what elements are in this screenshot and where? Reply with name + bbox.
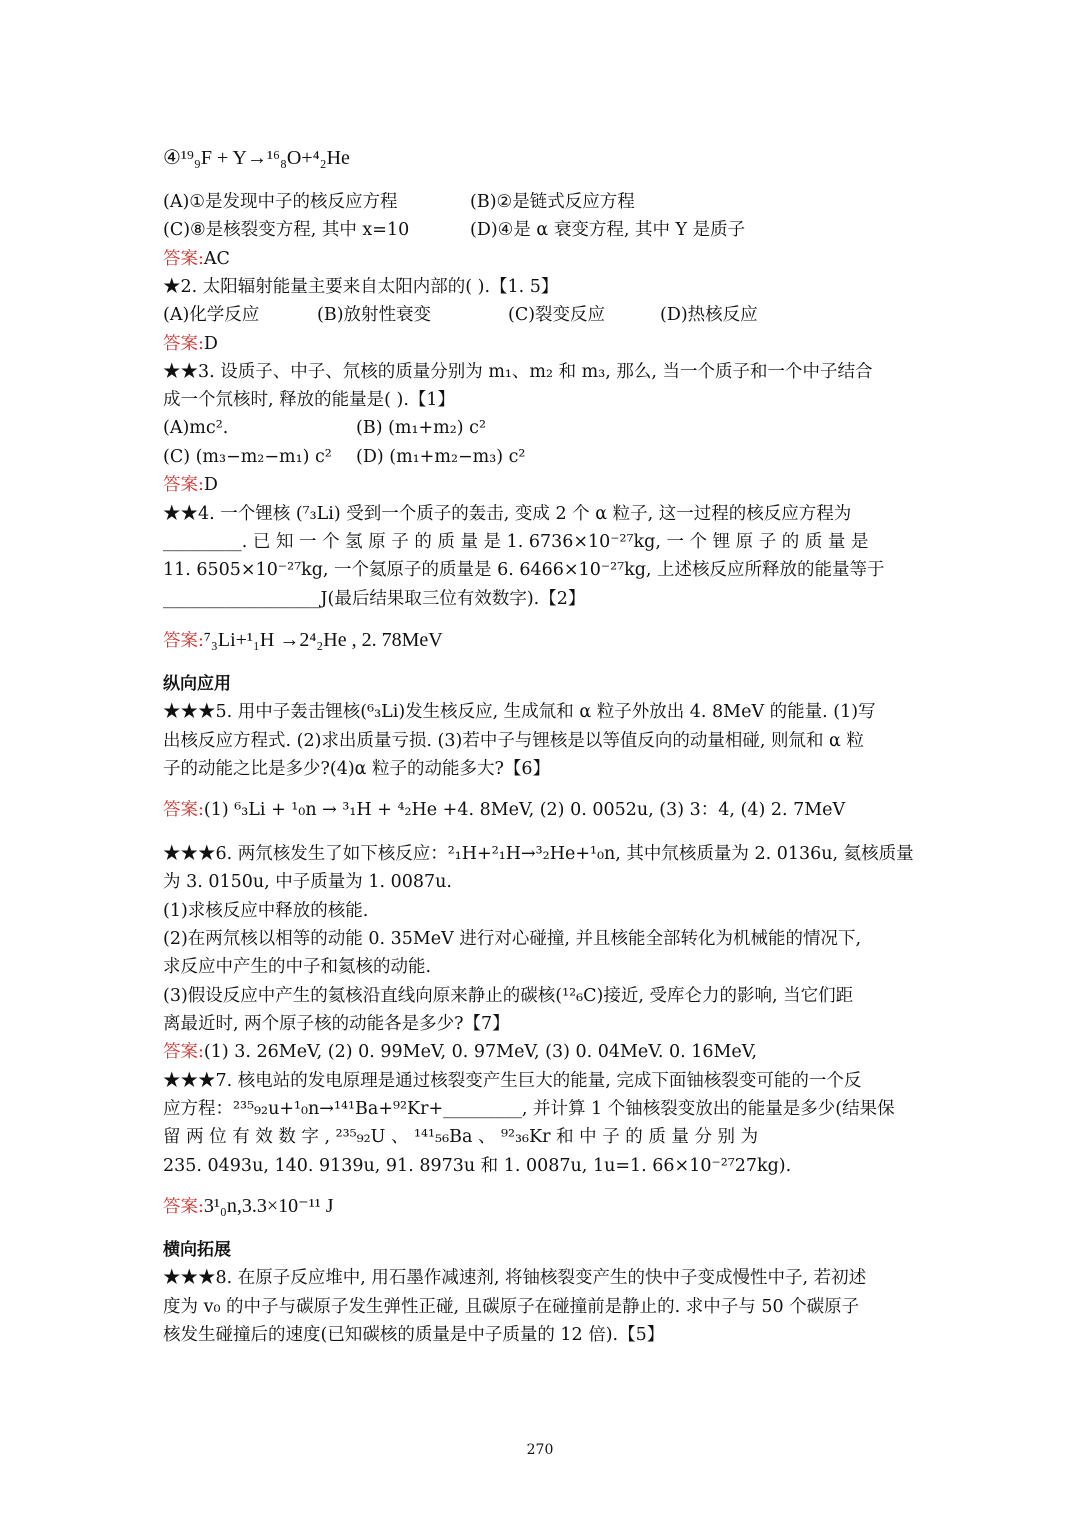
question-8-line-2: 度为 v₀ 的中子与碳原子发生弹性正碰, 且碳原子在碰撞前是静止的. 求中子与 50 个碳原子: [163, 1297, 860, 1317]
q5-answer: [163, 796, 923, 824]
page-number: 270: [526, 1442, 554, 1458]
q1-option-d: (D)④是 α 衰变方程, 其中 Y 是质子: [470, 220, 746, 240]
question-6-line-3: (1)求核反应中释放的核能.: [163, 901, 369, 921]
q3-options-row-2: [163, 443, 923, 471]
question-5-line-3: 子的动能之比是多少?(4)α 粒子的动能多大?【6】: [163, 759, 551, 779]
q1-option-a: (A)①是发现中子的核反应方程: [163, 192, 398, 212]
answer-label: 答案:: [163, 1042, 204, 1062]
answer-label: 答案:: [163, 800, 204, 820]
q4-answer: [163, 626, 923, 655]
question-7-line-4: 235. 0493u, 140. 9139u, 91. 8973u 和 1. 0087u, 1u=1. 66×10⁻²⁷27kg).: [163, 1156, 792, 1176]
q3-option-b: (B) (m₁+m₂) c²: [356, 418, 486, 438]
q7-answer: [163, 1192, 923, 1221]
q2-option-d: (D)热核反应: [660, 305, 758, 325]
question-4-line-4: __________________J(最后结果取三位有效数字).【2】: [163, 589, 586, 609]
question-6-line-1: ★★★6. 两氘核发生了如下核反应：²₁H+²₁H→³₂He+¹₀n, 其中氘核质量为 2. 0136u, 氦核质量: [163, 844, 914, 864]
answer-value: ⁷₃Li+¹₁H →2⁴₂He , 2. 78MeV: [203, 629, 443, 651]
question-7-line-2: 应方程：²³⁵₉₂u+¹₀n→¹⁴¹Ba+⁹²Kr+_________, 并计算 1 个铀核裂变放出的能量是多少(结果保: [163, 1099, 895, 1119]
q1-option-b: (B)②是链式反应方程: [470, 192, 635, 212]
answer-label: 答案:: [163, 249, 204, 269]
answer-label: 答案:: [163, 631, 204, 651]
question-4-line-2: _________. 已 知 一 个 氢 原 子 的 质 量 是 1. 6736×10⁻²⁷kg, 一 个 锂 原 子 的 质 量 是: [163, 532, 869, 552]
q3-options-row-1: [163, 414, 923, 442]
question-6-line-7: 离最近时, 两个原子核的动能各是多少?【7】: [163, 1014, 510, 1034]
answer-value: D: [203, 475, 218, 495]
question-6-line-4: (2)在两氘核以相等的动能 0. 35MeV 进行对心碰撞, 并且核能全部转化为机械能的情况下,: [163, 929, 862, 949]
q1-options-row-1: [163, 188, 923, 216]
answer-label: 答案:: [163, 475, 204, 495]
q3-option-a: (A)mc².: [163, 418, 229, 438]
question-2: ★2. 太阳辐射能量主要来自太阳内部的( ).【1. 5】: [163, 277, 559, 297]
q2-option-c: (C)裂变反应: [508, 305, 606, 325]
question-4-line-1: ★★4. 一个锂核 (⁷₃Li) 受到一个质子的轰击, 变成 2 个 α 粒子, 这一过程的核反应方程为: [163, 504, 852, 524]
question-6-line-6: (3)假设反应中产生的氦核沿直线向原来静止的碳核(¹²₆C)接近, 受库仑力的影响, 当它们距: [163, 986, 854, 1006]
q1-answer: [163, 245, 923, 273]
question-5-line-1: ★★★5. 用中子轰击锂核(⁶₃Li)发生核反应, 生成氚和 α 粒子外放出 4. 8MeV 的能量. (1)写: [163, 702, 876, 722]
q3-option-d: (D) (m₁+m₂−m₃) c²: [356, 447, 526, 467]
question-4-line-3: 11. 6505×10⁻²⁷kg, 一个氦原子的质量是 6. 6466×10⁻²⁷kg, 上述核反应所释放的能量等于: [163, 560, 885, 580]
question-6-line-5: 求反应中产生的中子和氦核的动能.: [163, 957, 432, 977]
question-7-line-1: ★★★7. 核电站的发电原理是通过核裂变产生巨大的能量, 完成下面铀核裂变可能的一个反: [163, 1071, 862, 1091]
question-5-line-2: 出核反应方程式. (2)求出质量亏损. (3)若中子与锂核是以等值反向的动量相碰, 则氚和 α 粒: [163, 731, 864, 751]
q2-option-b: (B)放射性衰变: [317, 305, 432, 325]
q1-options-row-2: [163, 216, 923, 244]
q1-option-c: (C)⑧是核裂变方程, 其中 x=10: [163, 220, 410, 240]
section-heading-vertical: 纵向应用: [163, 674, 231, 694]
q2-option-a: (A)化学反应: [163, 305, 260, 325]
answer-value: (1) ⁶₃Li + ¹₀n → ³₁H + ⁴₂He +4. 8MeV, (2) 0. 0052u, (3) 3：4, (4) 2. 7MeV: [203, 800, 846, 820]
answer-value: 3¹₀n,3.3×10⁻¹¹ J: [203, 1195, 334, 1217]
question-7-line-3: 留 两 位 有 效 数 字 , ²³⁵₉₂U 、 ¹⁴¹₅₆Ba 、 ⁹²₃₆Kr 和 中 子 的 质 量 分 别 为: [163, 1127, 759, 1147]
question-3-line-1: ★★3. 设质子、中子、氘核的质量分别为 m₁、m₂ 和 m₃, 那么, 当一个质子和一个中子结合: [163, 362, 873, 382]
answer-value: AC: [203, 249, 230, 269]
q3-answer: [163, 471, 923, 499]
equation-4: ④¹⁹₉F + Y→¹⁶₈O+⁴₂He: [163, 147, 350, 169]
question-8-line-1: ★★★8. 在原子反应堆中, 用石墨作减速剂, 将铀核裂变产生的快中子变成慢性中子, 若初述: [163, 1268, 867, 1288]
q2-answer: [163, 330, 923, 358]
answer-value: (1) 3. 26MeV, (2) 0. 99MeV, 0. 97MeV, (3) 0. 04MeV. 0. 16MeV,: [203, 1042, 757, 1062]
q6-answer: [163, 1038, 923, 1066]
q3-option-c: (C) (m₃−m₂−m₁) c²: [163, 447, 332, 467]
question-6-line-2: 为 3. 0150u, 中子质量为 1. 0087u.: [163, 872, 452, 892]
question-8-line-3: 核发生碰撞后的速度(已知碳核的质量是中子质量的 12 倍).【5】: [163, 1325, 665, 1345]
answer-value: D: [203, 334, 218, 354]
answer-label: 答案:: [163, 334, 204, 354]
section-heading-horizontal: 横向拓展: [163, 1240, 231, 1260]
answer-label: 答案:: [163, 1197, 204, 1217]
q2-options: [163, 301, 923, 329]
question-3-line-2: 成一个氘核时, 释放的能量是( ).【1】: [163, 390, 456, 410]
